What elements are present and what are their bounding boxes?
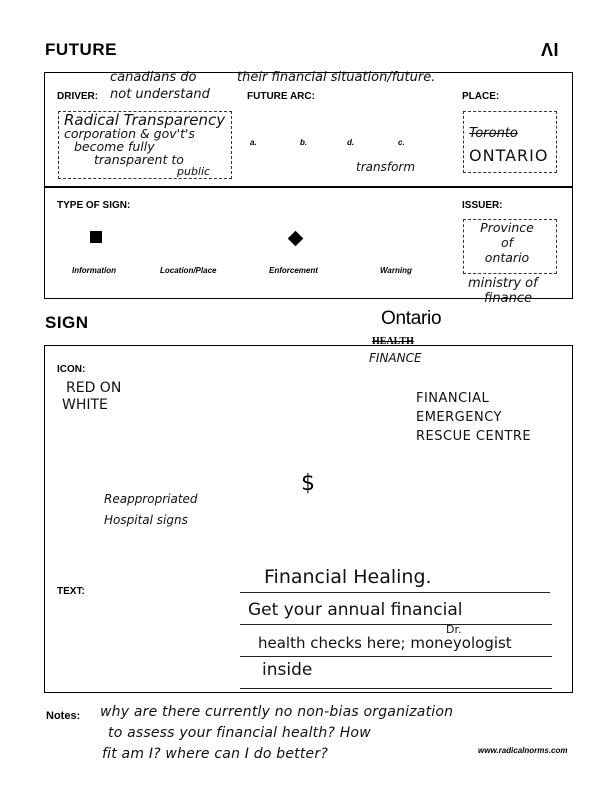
place-crossed: Toronto	[469, 126, 518, 141]
type-warning: Warning	[380, 266, 412, 275]
color-note	[62, 380, 121, 414]
sign-text-underline	[240, 688, 552, 689]
color-note-line: WHITE	[62, 397, 108, 413]
driver-box-line: transparent to	[94, 152, 184, 167]
sign-text-underline	[240, 624, 552, 625]
footer-url: www.radicalnorms.com	[478, 746, 568, 755]
type-location: Location/Place	[160, 266, 217, 275]
side-note	[416, 389, 531, 446]
side-note-line: EMERGENCY	[416, 410, 502, 425]
place-label: PLACE:	[462, 91, 500, 102]
issuer-note	[468, 276, 538, 306]
sign-text-line2: Get your annual financial	[248, 600, 463, 620]
issuer-line: Province	[480, 220, 534, 235]
issuer-line: ontario	[484, 250, 530, 265]
arc-letter-a: a.	[250, 138, 257, 147]
ontario-brand: Ontario	[381, 308, 442, 329]
driver-note-continued: their financial situation/future.	[237, 70, 436, 85]
driver-box-line: Radical Transparency	[64, 111, 226, 129]
issuer-note-line: finance	[484, 291, 532, 306]
notes-line: why are there currently no non-bias organization	[100, 704, 454, 720]
type-enforcement: Enforcement	[269, 266, 318, 275]
issuer-label: ISSUER:	[462, 200, 503, 211]
place-value: ONTARIO	[469, 146, 549, 165]
sign-text-underline	[240, 592, 550, 593]
crossed-health: HEALTH	[372, 336, 414, 347]
future-arc-label: FUTURE ARC:	[247, 91, 315, 102]
sign-text-line1: Financial Healing.	[264, 566, 432, 588]
color-note-line: RED ON	[66, 380, 122, 396]
driver-box-line: become fully	[74, 139, 155, 154]
driver-box-text	[64, 111, 226, 167]
driver-box-line-public: public	[177, 165, 211, 178]
repurpose-note-line: Hospital signs	[104, 513, 188, 527]
repurpose-note	[104, 489, 198, 531]
driver-label: DRIVER:	[57, 91, 99, 102]
notes-line: to assess your financial health? How	[108, 725, 371, 741]
notes-line: fit am I? where can I do better?	[102, 746, 328, 762]
dollar-sign-glyph: $	[301, 471, 315, 496]
notes-label: Notes:	[46, 710, 81, 722]
sign-text-line4: inside	[262, 660, 313, 680]
driver-note-line1: canadians do	[110, 70, 197, 85]
page-title: FUTURE	[45, 40, 117, 59]
transform-note: transform	[356, 160, 416, 174]
type-information: Information	[72, 266, 116, 275]
side-note-line: FINANCIAL	[416, 391, 490, 406]
icon-label: ICON:	[57, 364, 86, 375]
text-label: TEXT:	[57, 586, 85, 597]
arc-letter-d: d.	[347, 138, 355, 147]
arc-letter-c: c.	[398, 138, 405, 147]
side-note-line: RESCUE CENTRE	[416, 429, 532, 444]
sign-text-underline	[240, 656, 552, 657]
information-square-icon	[90, 231, 102, 243]
logo-mark: ΛΙ	[541, 40, 560, 60]
arc-letter-b: b.	[300, 138, 308, 147]
issuer-note-line: ministry of	[468, 276, 538, 291]
driver-box-line: corporation & gov't's	[64, 126, 195, 141]
sign-text-line3: health checks here; moneyologist	[258, 634, 512, 652]
issuer-line: of	[500, 235, 514, 250]
issuer-box-text	[468, 220, 546, 265]
type-of-sign-label: TYPE OF SIGN:	[57, 200, 131, 211]
notes-text	[100, 702, 453, 765]
sign-section-title: SIGN	[45, 313, 89, 332]
dr-note: Dr.	[446, 623, 462, 636]
driver-note-line2: not understand	[110, 87, 210, 102]
finance-replacement: FINANCE	[369, 351, 422, 365]
future-divider	[44, 186, 572, 188]
repurpose-note-line: Reappropriated	[104, 492, 198, 506]
